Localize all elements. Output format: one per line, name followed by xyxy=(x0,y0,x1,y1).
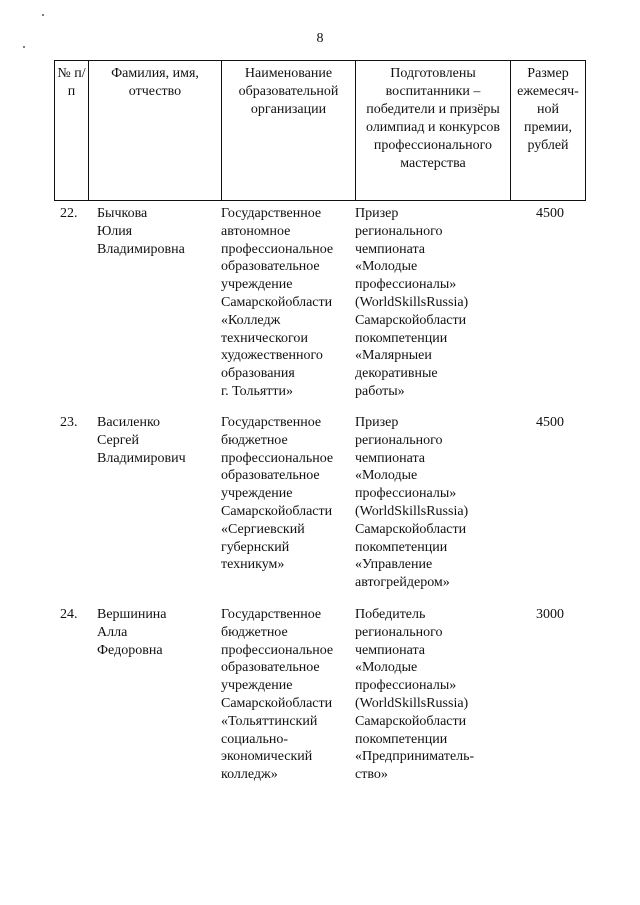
achievement-line xyxy=(355,503,501,521)
header-org: Наименование образовательной организации xyxy=(222,61,356,201)
person-name-line: Бычкова xyxy=(97,206,148,221)
org-line: профессиональное xyxy=(221,642,334,658)
org-line: учреждение xyxy=(221,486,293,502)
achievement-line: профессионалы» xyxy=(355,277,457,293)
achievement-word: по xyxy=(355,539,370,555)
achievement-line: регионального xyxy=(355,432,443,448)
achievement-line: чемпионата xyxy=(355,642,425,658)
achievement-line: «Предприниматель- xyxy=(355,749,475,765)
org-line: бюджетное xyxy=(221,432,288,448)
org-word: области xyxy=(285,695,333,711)
achievement-line: работы» xyxy=(355,383,405,399)
scan-speck xyxy=(42,14,44,16)
header-prize: Размер ежемесяч-ной премии, рублей xyxy=(511,61,586,201)
achievement-word: по xyxy=(355,330,370,346)
org-line: образования xyxy=(221,366,295,382)
achievement-line: автогрейдером» xyxy=(355,575,450,591)
org-line: художественного xyxy=(221,348,323,364)
org-line: «Тольяттинский xyxy=(221,713,318,729)
org-line: Государственное xyxy=(221,415,322,430)
org-word: области xyxy=(285,503,333,519)
org-line xyxy=(221,503,355,521)
org-line: экономический xyxy=(221,749,313,765)
achievement-word: «Малярные xyxy=(355,348,425,364)
achievement-word: компетенции xyxy=(369,330,448,346)
org-word: Самарской xyxy=(221,503,286,519)
person-name-line: Владимировна xyxy=(97,241,185,257)
achievement-word: Самарской xyxy=(355,713,420,729)
page-number: 8 xyxy=(316,31,324,46)
header-fio: Фамилия, имя, отчество xyxy=(89,61,222,201)
achievement-line: регионального xyxy=(355,624,443,640)
org-line: социально- xyxy=(221,731,289,747)
row-number: 22. xyxy=(60,206,78,221)
achievement-description xyxy=(355,606,501,784)
org-line: учреждение xyxy=(221,678,293,694)
organization-name xyxy=(221,205,355,401)
achievement-line xyxy=(355,731,501,749)
achievement-line xyxy=(355,695,501,713)
org-line: Государственное xyxy=(221,206,322,221)
row-number: 23. xyxy=(60,415,78,430)
achievement-line: чемпионата xyxy=(355,241,425,257)
achievement-word: Самарской xyxy=(355,521,420,537)
org-line: образовательное xyxy=(221,259,320,275)
achievement-word: компетенции xyxy=(369,731,448,747)
person-name-line: Юлия xyxy=(97,223,133,239)
achievement-line xyxy=(355,294,501,312)
achievement-line: Призер xyxy=(355,415,399,430)
achievement-word: Russia) xyxy=(426,294,469,310)
achievement-word: по xyxy=(355,731,370,747)
org-line: «Сергиевский xyxy=(221,521,305,537)
prize-amount: 3000 xyxy=(536,607,564,622)
person-name-line: Вершинина xyxy=(97,607,167,622)
row-number: 24. xyxy=(60,607,78,622)
org-word: области xyxy=(285,294,333,310)
org-line: профессиональное xyxy=(221,450,334,466)
organization-name xyxy=(221,414,355,574)
achievement-line xyxy=(355,521,501,539)
header-num: № п/п xyxy=(55,61,89,201)
org-line: автономное xyxy=(221,223,291,239)
org-line: образовательное xyxy=(221,468,320,484)
org-word: Самарской xyxy=(221,294,286,310)
achievement-word: области xyxy=(419,312,467,328)
achievement-word: (WorldSkills xyxy=(355,294,427,310)
prize-amount: 4500 xyxy=(536,206,564,221)
org-line xyxy=(221,294,355,312)
achievement-word: Самарской xyxy=(355,312,420,328)
achievement-word: (WorldSkills xyxy=(355,503,427,519)
org-word: Самарской xyxy=(221,695,286,711)
achievement-word: Russia) xyxy=(426,503,469,519)
achievement-line: «Молодые xyxy=(355,468,418,484)
person-name-line: Сергей xyxy=(97,432,139,448)
person-name xyxy=(97,414,222,467)
org-line: профессиональное xyxy=(221,241,334,257)
achievement-line: чемпионата xyxy=(355,450,425,466)
achievement-line xyxy=(355,330,501,348)
person-name xyxy=(97,205,222,258)
table-header xyxy=(54,60,586,201)
achievement-line: Призер xyxy=(355,206,399,221)
achievement-description xyxy=(355,414,501,592)
achievement-line: профессионалы» xyxy=(355,486,457,502)
org-line: колледж» xyxy=(221,767,278,783)
achievement-line xyxy=(355,539,501,557)
org-line: техникум» xyxy=(221,557,285,573)
org-word: технического xyxy=(221,330,301,346)
achievement-word: компетенции xyxy=(369,539,448,555)
org-line: г. Тольятти» xyxy=(221,383,294,399)
prize-amount: 4500 xyxy=(536,415,564,430)
achievement-word: области xyxy=(419,713,467,729)
achievement-line xyxy=(355,713,501,731)
org-line: губернский xyxy=(221,539,290,555)
achievement-word: области xyxy=(419,521,467,537)
organization-name xyxy=(221,606,355,784)
achievement-line: «Молодые xyxy=(355,259,418,275)
achievement-line: ство» xyxy=(355,767,388,783)
achievement-line: декоративные xyxy=(355,366,438,382)
achievement-line: «Управление xyxy=(355,557,433,573)
achievement-line: регионального xyxy=(355,223,443,239)
person-name-line: Федоровна xyxy=(97,642,163,658)
achievement-description xyxy=(355,205,501,401)
org-line: учреждение xyxy=(221,277,293,293)
person-name-line: Василенко xyxy=(97,415,161,430)
org-line: образовательное xyxy=(221,660,320,676)
achievement-word: (WorldSkills xyxy=(355,695,427,711)
person-name-line: Владимирович xyxy=(97,450,186,466)
achievement-word: Russia) xyxy=(426,695,469,711)
header-achievement: Подготовлены воспитанники – победители и призёры олимпиад и конкурсов профессионального мастерства xyxy=(356,61,511,201)
achievement-word: и xyxy=(424,348,432,364)
org-line xyxy=(221,330,355,348)
achievement-line xyxy=(355,347,501,365)
org-line: Государственное xyxy=(221,607,322,622)
person-name-line: Алла xyxy=(97,624,128,640)
org-line: бюджетное xyxy=(221,624,288,640)
achievement-line xyxy=(355,312,501,330)
person-name xyxy=(97,606,222,659)
achievement-line: Победитель xyxy=(355,607,426,622)
achievement-line: профессионалы» xyxy=(355,678,457,694)
scan-speck xyxy=(23,46,25,48)
org-line xyxy=(221,695,355,713)
org-line: «Колледж xyxy=(221,312,281,328)
org-word: и xyxy=(300,330,308,346)
achievement-line: «Молодые xyxy=(355,660,418,676)
